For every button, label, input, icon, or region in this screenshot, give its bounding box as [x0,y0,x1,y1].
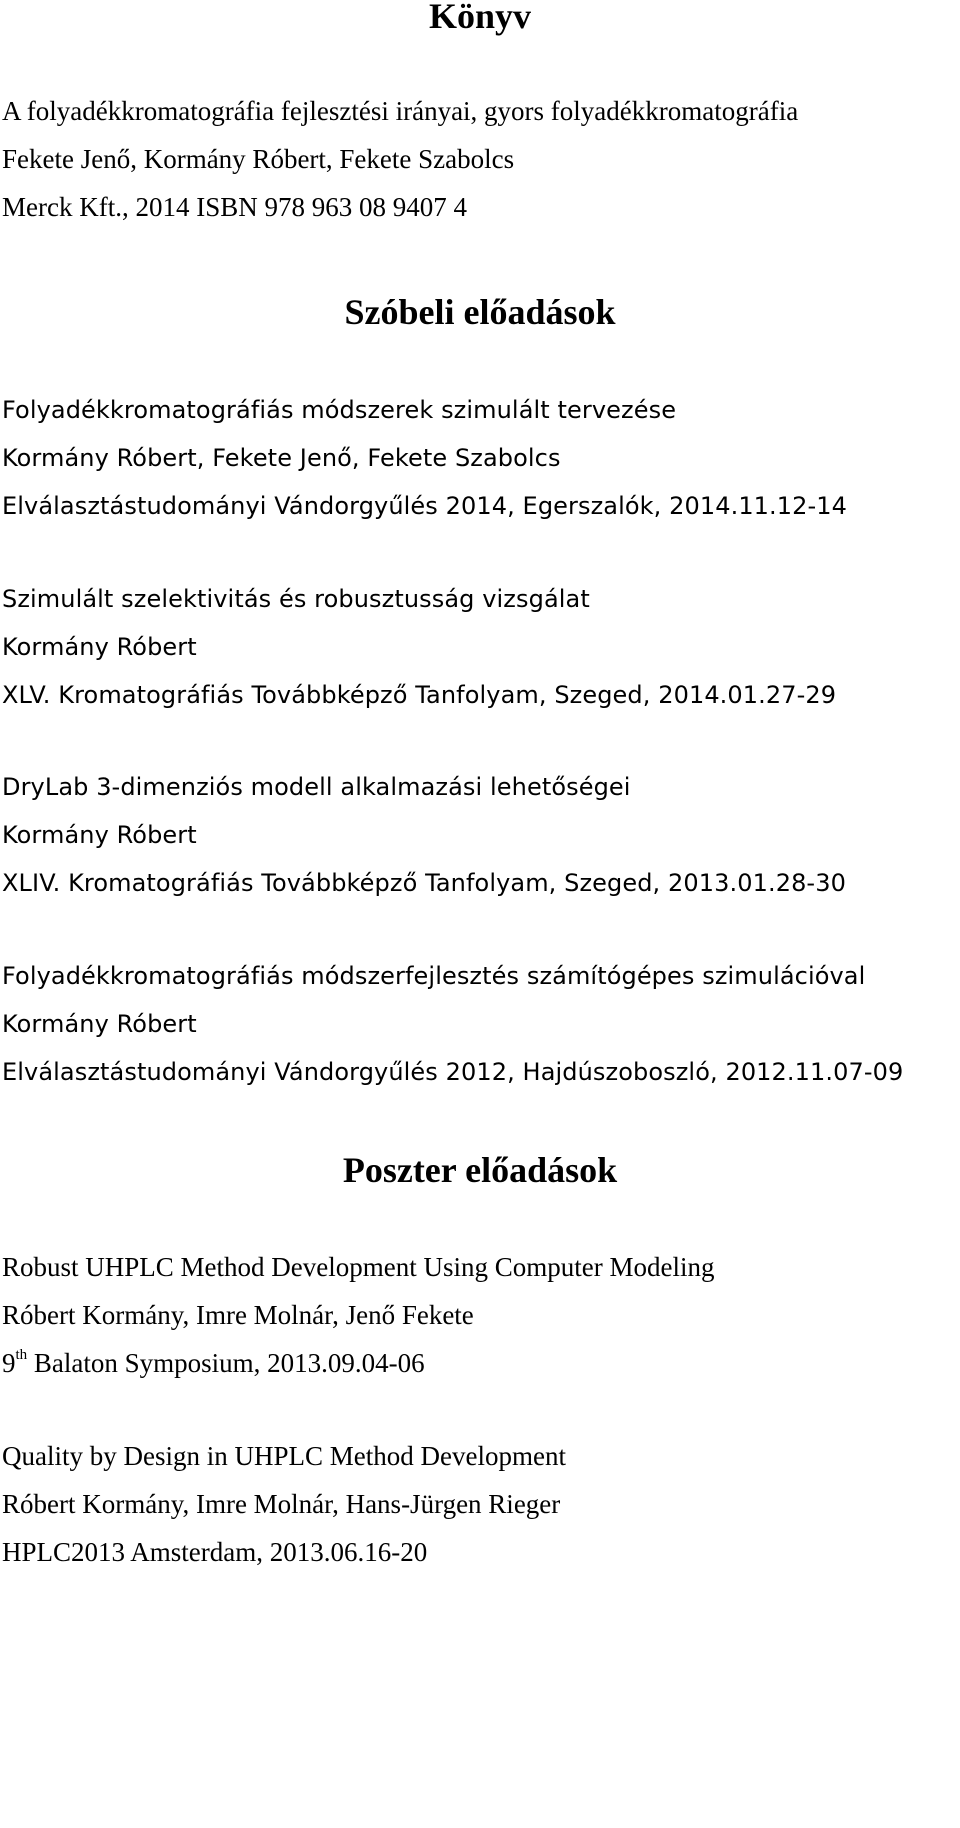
book-authors: Fekete Jenő, Kormány Róbert, Fekete Szabolcs [2,144,515,174]
poster-1-venue-sup: th [15,1347,28,1363]
oral-2-venue: XLV. Kromatográfiás Továbbképző Tanfolyam, Szeged, 2014.01.27-29 [2,681,837,709]
poster-2-venue: HPLC2013 Amsterdam, 2013.06.16-20 [2,1537,428,1567]
poster-1-authors: Róbert Kormány, Imre Molnár, Jenő Fekete [2,1300,474,1330]
section-title-book: Könyv [428,0,532,36]
oral-4-title: Folyadékkromatográfiás módszerfejlesztés számítógépes szimulációval [2,962,866,990]
oral-4-venue: Elválasztástudományi Vándorgyűlés 2012, Hajdúszoboszló, 2012.11.07-09 [2,1058,904,1086]
section-title-oral: Szóbeli előadások [344,292,616,332]
oral-1-title: Folyadékkromatográfiás módszerek szimulált tervezése [2,396,677,424]
oral-1-authors: Kormány Róbert, Fekete Jenő, Fekete Szabolcs [2,444,561,472]
book-title: A folyadékkromatográfia fejlesztési irányai, gyors folyadékkromatográfia [2,96,799,126]
poster-2-authors: Róbert Kormány, Imre Molnár, Hans-Jürgen Rieger [2,1489,561,1519]
oral-4-authors: Kormány Róbert [2,1010,197,1038]
oral-3-venue: XLIV. Kromatográfiás Továbbképző Tanfolyam, Szeged, 2013.01.28-30 [2,869,846,897]
poster-2-title: Quality by Design in UHPLC Method Development [2,1441,566,1471]
oral-1-venue: Elválasztástudományi Vándorgyűlés 2014, Egerszalók, 2014.11.12-14 [2,492,848,520]
poster-1-venue [2,1347,425,1379]
oral-3-authors: Kormány Róbert [2,821,197,849]
book-publisher: Merck Kft., 2014 ISBN 978 963 08 9407 4 [2,192,467,222]
poster-1-title: Robust UHPLC Method Development Using Computer Modeling [2,1252,715,1282]
poster-1-venue-prefix: 9 [2,1348,16,1378]
oral-3-title: DryLab 3-dimenziós modell alkalmazási lehetőségei [2,773,631,801]
section-title-poster: Poszter előadások [342,1150,618,1190]
poster-1-venue-rest: Balaton Symposium, 2013.09.04-06 [27,1348,425,1378]
oral-2-title: Szimulált szelektivitás és robusztusság vizsgálat [2,585,590,613]
oral-2-authors: Kormány Róbert [2,633,197,661]
